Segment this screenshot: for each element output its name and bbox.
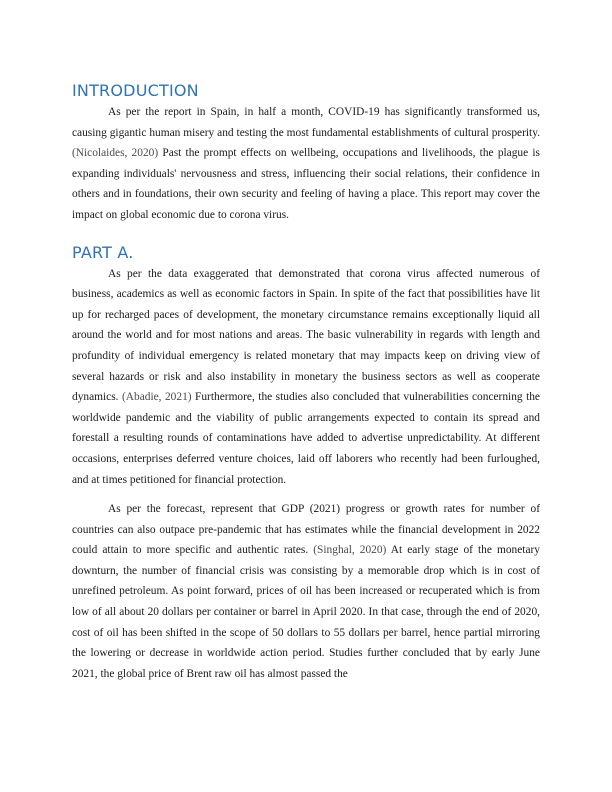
part-a-paragraph-1 xyxy=(72,264,540,491)
paragraph-text: At early stage of the monetary downturn, the number of financial crisis was consisting by a memorable drop which is in cost of unrefined petroleum. As point forward, prices of oil has been increased or recuperated which is from low of all about 20 dollars per container or barrel in April 2020. In that case, through the end of 2020, cost of oil has been shifted in the scope of 50 dollars to 55 dollars per barrel, hence partial mirroring the lowering or decrease in worldwide action period. Studies further concluded that by early June 2021, the global price of Brent raw oil has almost passed the xyxy=(72,544,540,680)
document-body xyxy=(72,80,540,684)
part-a-paragraph-2 xyxy=(72,499,540,684)
paragraph-text: As per the report in Spain, in half a month, COVID-19 has significantly transformed us, causing gigantic human misery and testing the most fundamental establishments of cultural prosperity. xyxy=(72,106,540,139)
introduction-heading: INTRODUCTION xyxy=(72,81,199,100)
citation: (Abadie, 2021) xyxy=(121,391,192,404)
citation: (Singhal, 2020) xyxy=(313,544,387,557)
paragraph-text: As per the data exaggerated that demonstrated that corona virus affected numerous of business, academics as well as economic factors in Spain. In spite of the fact that possibilities have lit up for recharged paces of development, the monetary circumstance remains exceptionally liquid all around the world and for most nations and areas. The basic vulnerability in regards with length and profundity of individual emergency is related monetary that may impacts keep on driving view of several hazards or risk and also instability in monetary the business sectors as well as cooperate dynamics. xyxy=(72,267,540,404)
paragraph-text: As per the forecast, represent that GDP (2021) progress or growth rates for number of countries can also outpace pre-pandemic that has estimates while the financial development in 2022 could attain to more specific and authentic rates. xyxy=(72,503,540,557)
introduction-paragraph xyxy=(72,102,540,226)
part-a-heading: PART A. xyxy=(72,242,134,262)
paragraph-text: Past the prompt effects on wellbeing, occupations and livelihoods, the plague is expanding individuals' nervousness and stress, influencing their social relations, their confidence in others and in foundations, their own security and feeling of having a place. This report may cover the impact on global economic due to corona virus. xyxy=(72,147,540,221)
citation: (Nicolaides, 2020) xyxy=(72,147,159,160)
paragraph-text: Furthermore, the studies also concluded that vulnerabilities concerning the worldwide pandemic and the viability of public arrangements expected to contain its spread and forestall a resulting rounds of contaminations have added to advertise unpredictability. At different occasions, enterprises deferred venture choices, laid off laborers who recently had been furloughed, and at times petitioned for financial protection. xyxy=(72,391,540,486)
